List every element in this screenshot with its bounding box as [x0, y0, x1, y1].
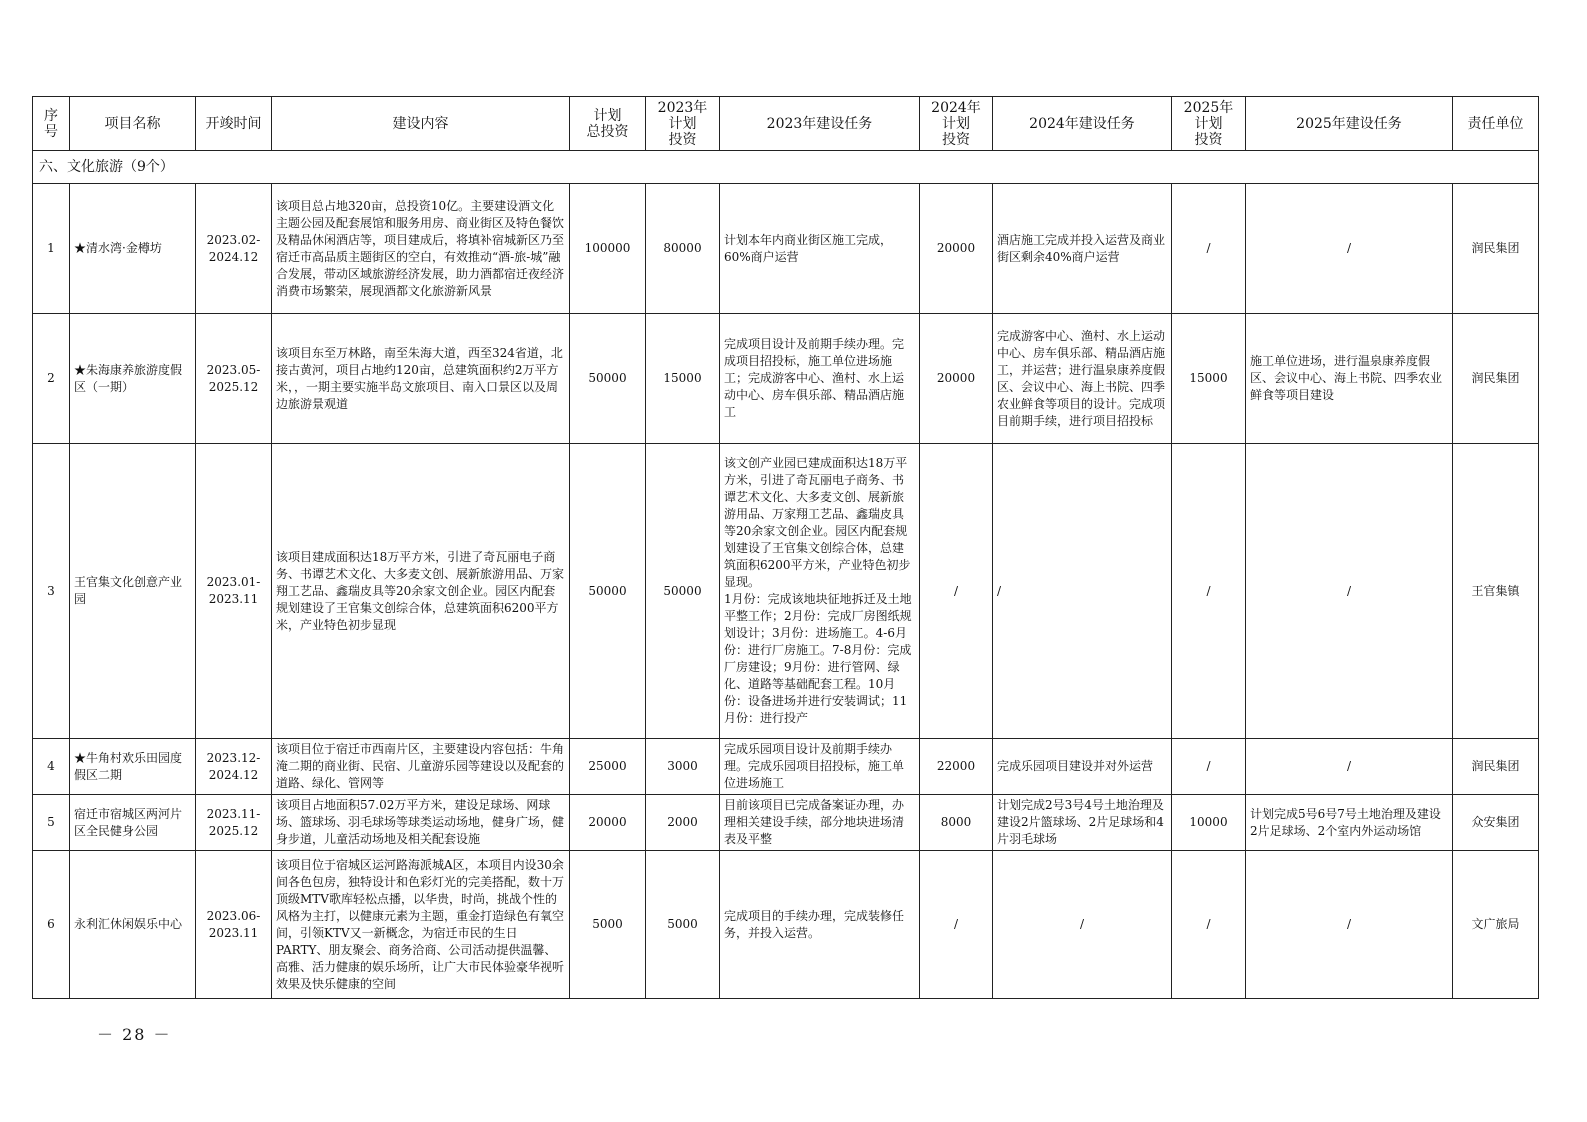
- cell-unit: 润民集团: [1453, 184, 1539, 314]
- cell-unit: 润民集团: [1453, 314, 1539, 444]
- cell-task2024: 计划完成2号3号4号土地治理及建设2片篮球场、2片足球场和4片羽毛球场: [993, 795, 1172, 851]
- cell-inv2025: /: [1172, 184, 1246, 314]
- cell-task2023: 完成项目的手续办理，完成装修任务，并投入运营。: [720, 851, 920, 999]
- cell-name: ★朱海康养旅游度假区（一期）: [70, 314, 196, 444]
- cell-total: 25000: [570, 739, 646, 795]
- cell-task2023: 完成乐园项目设计及前期手续办理。完成乐园项目招投标，施工单位进场施工: [720, 739, 920, 795]
- cell-unit: 众安集团: [1453, 795, 1539, 851]
- cell-inv2023: 2000: [646, 795, 720, 851]
- table-row: [33, 739, 1539, 795]
- page-number: － 28 －: [97, 1025, 172, 1044]
- table-row: [33, 314, 1539, 444]
- table-row: [33, 851, 1539, 999]
- cell-task2025: /: [1246, 739, 1453, 795]
- cell-task2024: 完成乐园项目建设并对外运营: [993, 739, 1172, 795]
- header-inv2025: 2025年 计划 投资: [1172, 97, 1246, 151]
- cell-inv2023: 5000: [646, 851, 720, 999]
- section-title: 六、文化旅游（9个）: [33, 151, 1539, 184]
- cell-no: 5: [33, 795, 70, 851]
- cell-name: 宿迁市宿城区两河片区全民健身公园: [70, 795, 196, 851]
- cell-period: 2023.11-2025.12: [196, 795, 272, 851]
- table-row: [33, 795, 1539, 851]
- section-row: [33, 151, 1539, 184]
- cell-inv2025: /: [1172, 739, 1246, 795]
- header-inv2023: 2023年 计划 投资: [646, 97, 720, 151]
- cell-inv2024: 20000: [920, 184, 993, 314]
- cell-period: 2023.01-2023.11: [196, 444, 272, 739]
- header-unit: 责任单位: [1453, 97, 1539, 151]
- cell-total: 5000: [570, 851, 646, 999]
- cell-unit: 文广旅局: [1453, 851, 1539, 999]
- cell-task2025: 施工单位进场，进行温泉康养度假区、会议中心、海上书院、四季农业鲜食等项目建设: [1246, 314, 1453, 444]
- table-row: [33, 184, 1539, 314]
- cell-content: 该项目位于宿迁市西南片区，主要建设内容包括：牛角淹二期的商业街、民宿、儿童游乐园等建设以及配套的道路、绿化、管网等: [272, 739, 570, 795]
- cell-inv2025: /: [1172, 444, 1246, 739]
- cell-task2024: /: [993, 851, 1172, 999]
- cell-task2024: /: [993, 444, 1172, 739]
- cell-task2024: 完成游客中心、渔村、水上运动中心、房车俱乐部、精品酒店施工，并运营；进行温泉康养度假区、会议中心、海上书院、四季农业鲜食等项目的设计。完成项目前期手续，进行项目招投标: [993, 314, 1172, 444]
- cell-period: 2023.02-2024.12: [196, 184, 272, 314]
- header-task2024: 2024年建设任务: [993, 97, 1172, 151]
- cell-inv2023: 15000: [646, 314, 720, 444]
- header-row: [33, 97, 1539, 151]
- header-task2025: 2025年建设任务: [1246, 97, 1453, 151]
- cell-content: 该项目总占地320亩，总投资10亿。主要建设酒文化主题公园及配套展馆和服务用房、商业街区及特色餐饮及精品休闲酒店等，项目建成后，将填补宿城新区乃至宿迁市高品质主题街区的空白，有效推动“酒-旅-城”融合发展，带动区域旅游经济发展，助力酒都宿迁夜经济消费市场繁荣，展现酒都文化旅游新风景: [272, 184, 570, 314]
- cell-total: 50000: [570, 314, 646, 444]
- cell-task2025: 计划完成5号6号7号土地治理及建设2片足球场、2个室内外运动场馆: [1246, 795, 1453, 851]
- cell-task2025: /: [1246, 851, 1453, 999]
- cell-unit: 润民集团: [1453, 739, 1539, 795]
- cell-inv2025: 10000: [1172, 795, 1246, 851]
- cell-task2023: 目前该项目已完成备案证办理，办理相关建设手续，部分地块进场清表及平整: [720, 795, 920, 851]
- cell-no: 4: [33, 739, 70, 795]
- header-name: 项目名称: [70, 97, 196, 151]
- header-period: 开竣时间: [196, 97, 272, 151]
- cell-period: 2023.06-2023.11: [196, 851, 272, 999]
- cell-content: 该项目东至万林路，南至朱海大道，西至324省道，北接古黄河，项目占地约120亩，总建筑面积约2万平方米，，一期主要实施半岛文旅项目、南入口景区以及周边旅游景观道: [272, 314, 570, 444]
- header-inv2024: 2024年 计划 投资: [920, 97, 993, 151]
- cell-no: 2: [33, 314, 70, 444]
- cell-inv2024: 8000: [920, 795, 993, 851]
- cell-total: 20000: [570, 795, 646, 851]
- cell-task2023: 完成项目设计及前期手续办理。完成项目招投标，施工单位进场施工；完成游客中心、渔村、水上运动中心、房车俱乐部、精品酒店施工: [720, 314, 920, 444]
- cell-inv2024: /: [920, 444, 993, 739]
- cell-total: 100000: [570, 184, 646, 314]
- cell-task2025: /: [1246, 184, 1453, 314]
- cell-inv2025: 15000: [1172, 314, 1246, 444]
- cell-name: 永利汇休闲娱乐中心: [70, 851, 196, 999]
- cell-period: 2023.05-2025.12: [196, 314, 272, 444]
- cell-content: 该项目位于宿城区运河路海派城A区，本项目内设30余间各色包房，独特设计和色彩灯光的完美搭配，数十万顶级MTV歌库轻松点播，以华贵，时尚，挑战个性的风格为主打，以健康元素为主题，重金打造绿色有氧空间，引领KTV又一新概念，为宿迁市民的生日PARTY、朋友聚会、商务洽商、公司活动提供温馨、高雅、活力健康的娱乐场所，让广大市民体验豪华视听效果及快乐健康的空间: [272, 851, 570, 999]
- table-row: [33, 444, 1539, 739]
- header-task2023: 2023年建设任务: [720, 97, 920, 151]
- cell-inv2025: /: [1172, 851, 1246, 999]
- project-table: [32, 96, 1539, 999]
- cell-inv2024: 22000: [920, 739, 993, 795]
- cell-no: 3: [33, 444, 70, 739]
- cell-no: 1: [33, 184, 70, 314]
- cell-period: 2023.12-2024.12: [196, 739, 272, 795]
- header-total: 计划 总投资: [570, 97, 646, 151]
- cell-total: 50000: [570, 444, 646, 739]
- cell-task2024: 酒店施工完成并投入运营及商业街区剩余40%商户运营: [993, 184, 1172, 314]
- cell-content: 该项目占地面积57.02万平方米，建设足球场、网球场、篮球场、羽毛球场等球类运动场地，健身广场，健身步道，儿童活动场地及相关配套设施: [272, 795, 570, 851]
- header-content: 建设内容: [272, 97, 570, 151]
- cell-name: ★清水湾·金樽坊: [70, 184, 196, 314]
- cell-task2023: 该文创产业园已建成面积达18万平方米，引进了奇瓦丽电子商务、书谭艺术文化、大多麦文创、展新旅游用品、万家翔工艺品、鑫瑞皮具等20余家文创企业。园区内配套规划建设了王官集文创综合体，总建筑面积6200平方米，产业特色初步显现。 1月份：完成该地块征地拆迁及土地平整工作；2月份：完成厂房图纸规划设计；3月份：进场施工。4-6月份：进行厂房施工。7-8月份：完成厂房建设；9月份：进行管网、绿化、道路等基础配套工程。10月份：设备进场并进行安装调试；11月份：进行投产: [720, 444, 920, 739]
- cell-task2025: /: [1246, 444, 1453, 739]
- cell-content: 该项目建成面积达18万平方米，引进了奇瓦丽电子商务、书谭艺术文化、大多麦文创、展新旅游用品、万家翔工艺品、鑫瑞皮具等20余家文创企业。园区内配套规划建设了王官集文创综合体，总建筑面积6200平方米，产业特色初步显现: [272, 444, 570, 739]
- cell-task2023: 计划本年内商业街区施工完成，60%商户运营: [720, 184, 920, 314]
- cell-inv2023: 3000: [646, 739, 720, 795]
- cell-unit: 王官集镇: [1453, 444, 1539, 739]
- cell-inv2023: 50000: [646, 444, 720, 739]
- cell-inv2023: 80000: [646, 184, 720, 314]
- cell-name: ★牛角村欢乐田园度假区二期: [70, 739, 196, 795]
- cell-inv2024: 20000: [920, 314, 993, 444]
- cell-name: 王官集文化创意产业园: [70, 444, 196, 739]
- header-no: 序 号: [33, 97, 70, 151]
- cell-no: 6: [33, 851, 70, 999]
- cell-inv2024: /: [920, 851, 993, 999]
